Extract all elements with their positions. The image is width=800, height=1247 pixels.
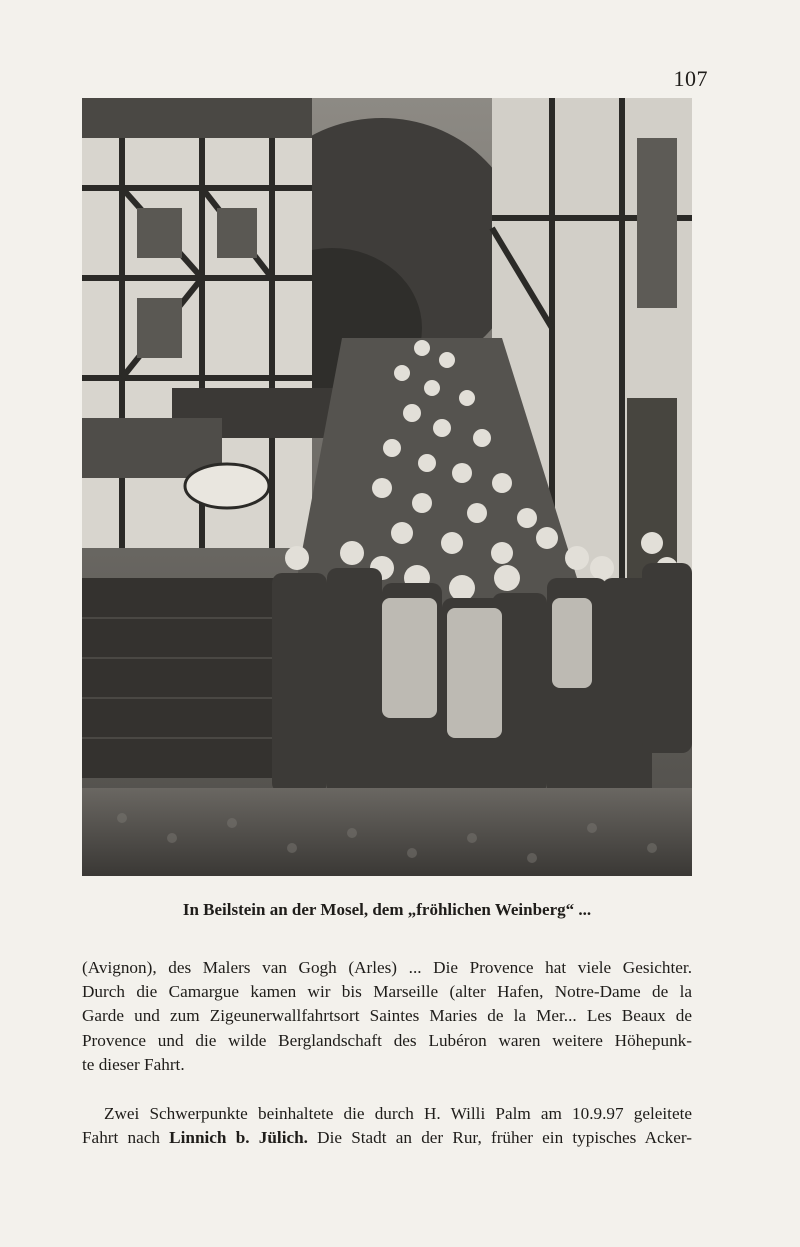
group-photo [82,98,692,876]
paragraph-2-line [82,1102,692,1126]
photo-caption: In Beilstein an der Mosel, dem „fröhlichen Weinberg“ ... [182,900,592,919]
paragraph-1-line: (Avignon), des Malers van Gogh (Arles) ... Die Provence hat viele Gesichter. [82,958,692,977]
group-photo-icon [82,98,692,876]
paragraph-1-line: Provence und die wilde Berglandschaft des Lubéron waren weitere Höhepunk- [82,1030,692,1050]
paragraph-2-line-2-pre: Fahrt nach [82,1128,170,1148]
paragraph-1-line: Durch die Camargue kamen wir bis Marseille (alter Hafen, Notre-Dame de la [82,982,692,1002]
place-name-linnich: Linnich b. Jülich. [169,1128,308,1148]
page-number: 107 [673,66,708,91]
paragraph-2-line [82,1126,692,1150]
paragraph-2-line-2-post: Die Stadt an der Rur, früher ein typisches Acker- [307,1128,692,1148]
paragraph-1-line: te dieser Fahrt. [82,1054,185,1074]
paragraph-1-line: Garde und zum Zigeunerwallfahrtsort Saintes Maries de la Mer... Les Beaux de [82,1006,692,1026]
paragraph-2-line-1-text: Zwei Schwerpunkte beinhaltete die durch H. Willi Palm am 10.9.97 geleitete [104,1104,692,1123]
paragraph-2 [82,1102,692,1150]
paragraph-1 [82,956,692,1077]
